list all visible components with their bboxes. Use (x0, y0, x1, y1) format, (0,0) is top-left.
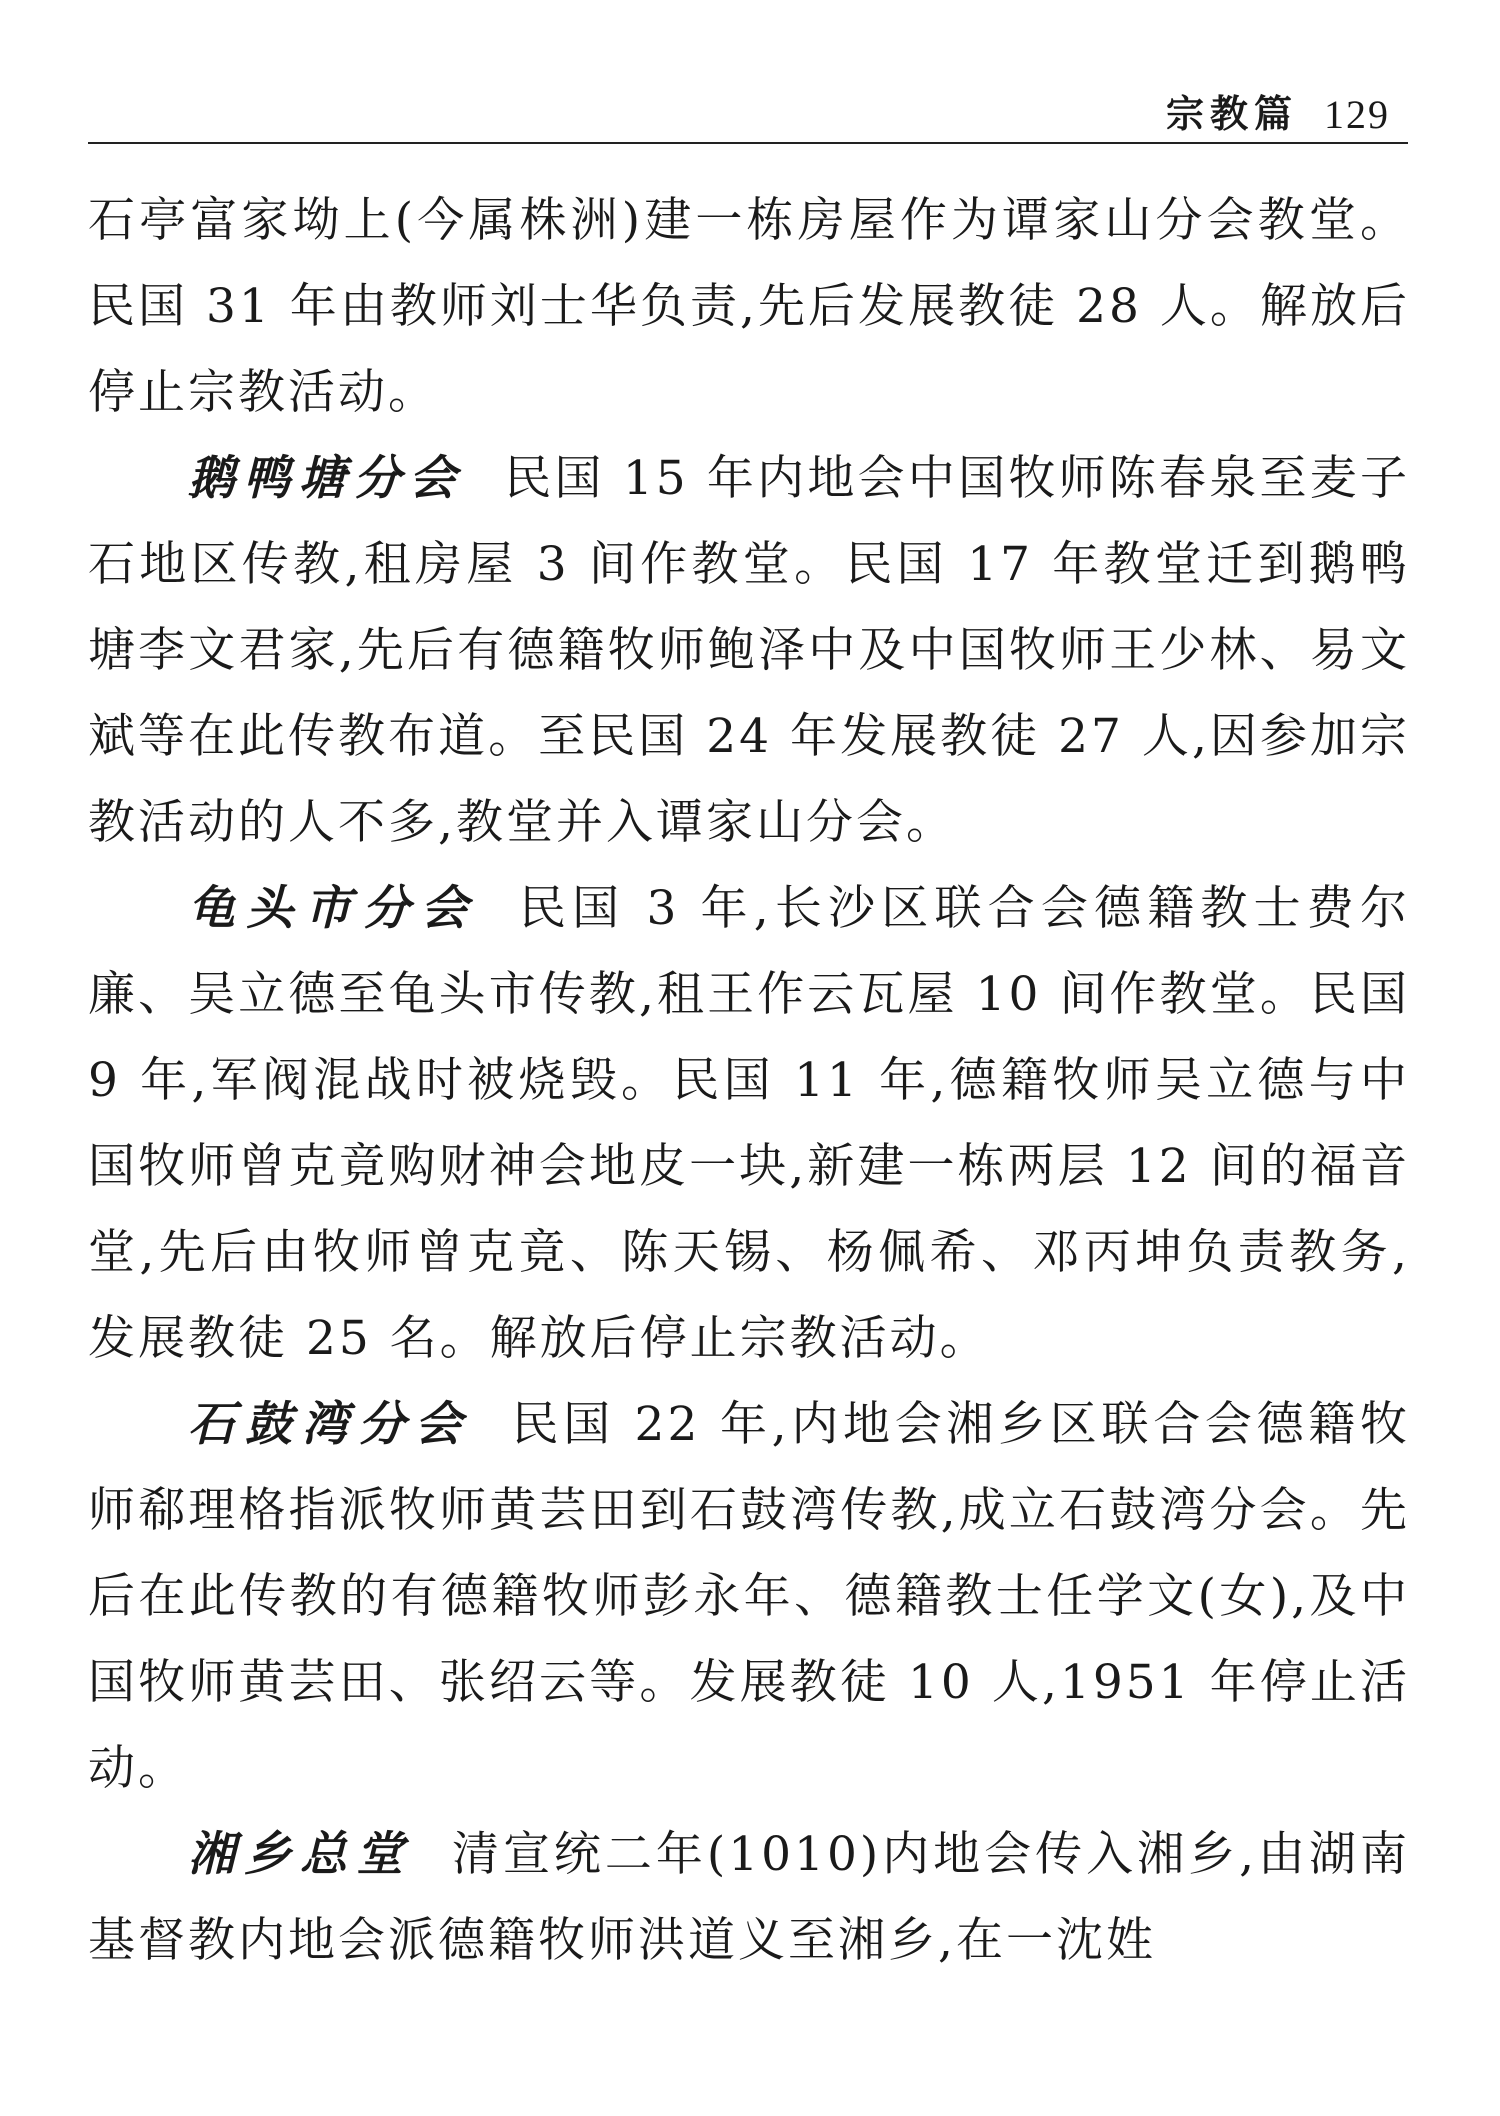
entry-title: 龟头市分会 (188, 881, 479, 936)
entry-title: 鹅鸭塘分会 (188, 451, 465, 506)
running-head (1166, 78, 1390, 138)
paragraph-text: 民国 22 年,内地会湘乡区联合会德籍牧师郗理格指派牧师黄芸田到石鼓湾传教,成立石鼓湾分会。先后在此传教的有德籍牧师彭永年、德籍教士任学文(女),及中国牧师黄芸田、张绍云等。发展教徒 10 人,1951 年停止活动。 (88, 1397, 1411, 1796)
paragraph-text: 清宣统二年(1010)内地会传入湘乡,由湖南基督教内地会派德籍牧师洪道义至湘乡,在一沈姓 (88, 1827, 1410, 1968)
entry-title: 石鼓湾分会 (188, 1397, 472, 1452)
page-number: 129 (1324, 92, 1390, 137)
paragraph-text: 民国 15 年内地会中国牧师陈春泉至麦子石地区传教,租房屋 3 间作教堂。民国 17 年教堂迁到鹅鸭塘李文君家,先后有德籍牧师鲍泽中及中国牧师王少林、易文斌等在此传教布道。至民国 24 年发展教徒 27 人,因参加宗教活动的人不多,教堂并入谭家山分会。 (88, 451, 1411, 850)
paragraph-shiguwan (88, 1382, 1410, 1812)
text-body (88, 178, 1410, 1984)
paragraph-continuation (88, 178, 1410, 436)
paragraph-guitoushi (88, 866, 1410, 1382)
paragraph-text: 石亭富家坳上(今属株洲)建一栋房屋作为谭家山分会教堂。民国 31 年由教师刘士华负责,先后发展教徒 28 人。解放后停止宗教活动。 (88, 193, 1410, 420)
paragraph-xiangxiang (88, 1812, 1410, 1984)
section-title: 宗教篇 (1165, 91, 1298, 136)
header-rule (88, 142, 1408, 144)
paragraph-eyatang (88, 436, 1410, 866)
entry-title: 湘乡总堂 (188, 1827, 412, 1882)
paragraph-text: 民国 3 年,长沙区联合会德籍教士费尔廉、吴立德至龟头市传教,租王作云瓦屋 10 间作教堂。民国 9 年,军阀混战时被烧毁。民国 11 年,德籍牧师吴立德与中国牧师曾克竟购财神会地皮一块,新建一栋两层 12 间的福音堂,先后由牧师曾克竟、陈天锡、杨佩希、邓丙坤负责教务,发展教徒 25 名。解放后停止宗教活动。 (88, 881, 1411, 1366)
